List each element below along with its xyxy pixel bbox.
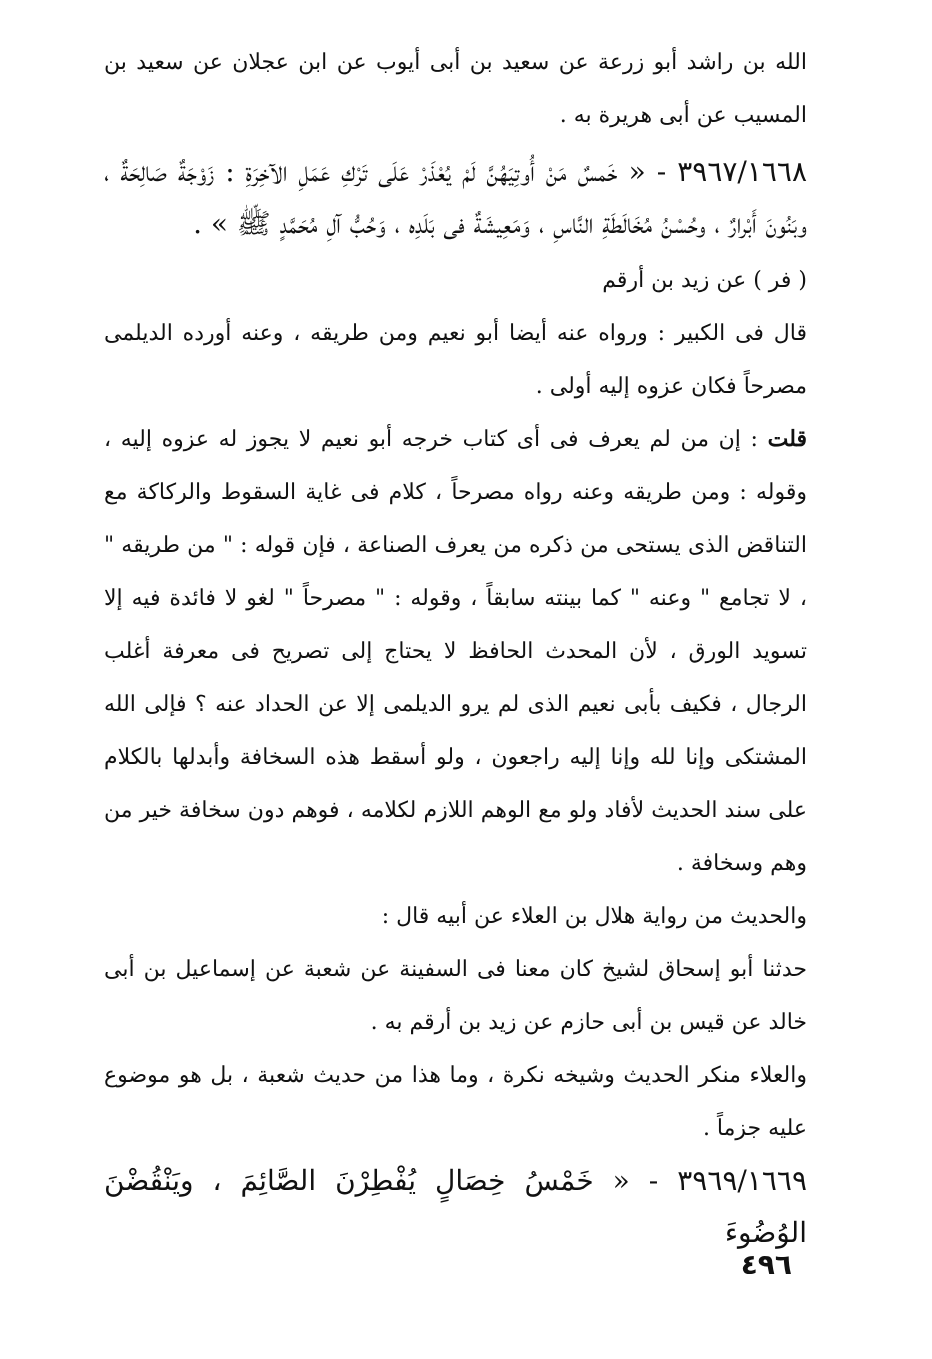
- qultu-label: قلت: [767, 426, 807, 452]
- paragraph-qultu: [104, 413, 807, 890]
- paragraph-isnad: حدثنا أبو إسحاق لشيخ كان معنا فى السفينة عن شعبة عن إسماعيل بن أبى خالد عن قيس بن أبى حازم عن زيد بن أرقم به .: [104, 957, 807, 1035]
- hadith-text-1668: ٣٩٦٧/١٦٦٨ - « خَمسٌ مَنْ أُوتِيَهُنَّ لَمْ يُعْذَرْ عَلَى تَرْكِ عَمَلِ الآخِرَةِ : زَوْجَةٌ صَالِحَةٌ ، وبَنُونَ أَبْرارٌ ، وحُسْنُ مُخَالَطَةِ النَّاسِ ، وَمَعِيشَةٌ فى بَلَدِه ، وَحُبُّ آلِ مُحَمَّدٍ ﷺ » .: [104, 155, 807, 240]
- paragraph-hilal-narration: والحديث من رواية هلال بن العلاء عن أبيه قال :: [381, 904, 807, 929]
- page-body: [104, 36, 807, 1259]
- hadith-source-line: ( فر ) عن زيد بن أرقم: [602, 268, 807, 293]
- page-number: ٤٩٦: [740, 1248, 792, 1281]
- paragraph-ala-verdict: والعلاء منكر الحديث وشيخه نكرة ، وما هذا من حديث شعبة ، بل هو موضوع عليه جزماً .: [104, 1063, 807, 1141]
- qultu-text: : إن من لم يعرف فى أى كتاب خرجه أبو نعيم لا يجوز له عزوه إليه ، وقوله : ومن طريقه وعنه رواه مصرحاً ، كلام فى غاية السقوط والركاكة مع التناقض الذى يستحى من ذكره من يعرف الصناعة ، فإن قوله : " من طريقه " ، لا تجامع " وعنه " كما بينته سابقاً ، وقوله : " مصرحاً " لغو لا فائدة فيه إلا تسويد الورق ، لأن المحدث الحافظ لا يحتاج إلى تصريح فى معرفة أغلب الرجال ، فكيف بأبى نعيم الذى لم يرو الديلمى إلا عن الحداد عنه ؟ فإلى الله المشتكى وإنا لله وإنا إليه راجعون ، ولو أسقط هذه السخافة وأبدلها بالكلام على سند الحديث لأفاد ولو مع الوهم اللازم لكلامه ، فوهم دون سخافة خير من وهم وسخافة .: [104, 427, 807, 876]
- paragraph-al-kabir: قال فى الكبير : ورواه عنه أيضا أبو نعيم ومن طريقه ، وعنه أورده الديلمى مصرحاً فكان عزوه إليه أولى .: [104, 321, 807, 399]
- hadith-text-1669: ٣٩٦٩/١٦٦٩ - « خَمْسُ خِصَالٍ يُفْطِرْنَ الصَّائِمَ ، ويَنْقُضْنَ الوُضُوءَ: [104, 1164, 807, 1249]
- paragraph-chain-end: الله بن راشد أبو زرعة عن سعيد بن أبى أيوب عن ابن عجلان عن سعيد بن المسيب عن أبى هريرة به .: [104, 50, 807, 128]
